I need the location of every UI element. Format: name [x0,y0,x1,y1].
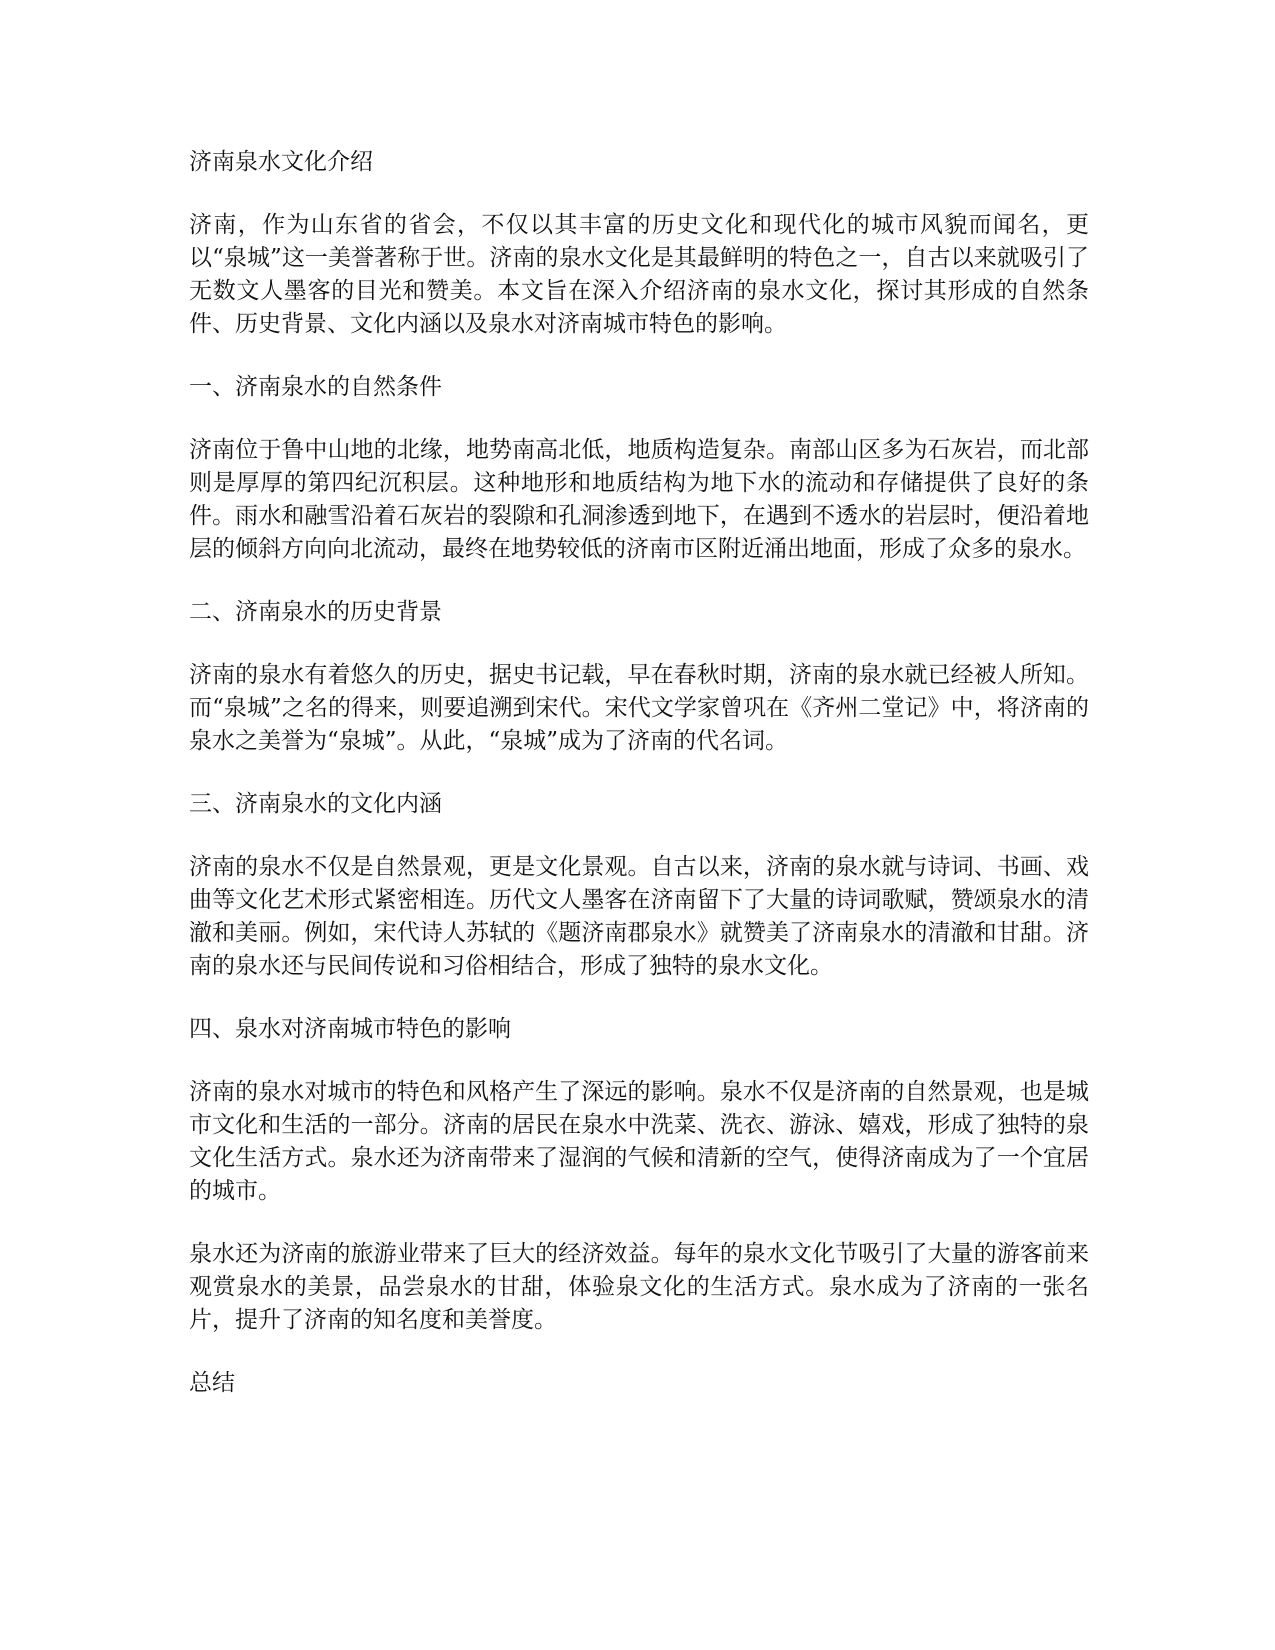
section-3-heading: 三、济南泉水的文化内涵 [189,791,442,817]
section-1-paragraph: 济南位于鲁中山地的北缘，地势南高北低，地质构造复杂。南部山区多为石灰岩，而北部则是厚厚的第四纪沉积层。这种地形和地质结构为地下水的流动和存储提供了良好的条件。雨水和融雪沿着石灰岩的裂隙和孔洞渗透到地下，在遇到不透水的岩层时，便沿着地层的倾斜方向向北流动，最终在地势较低的济南市区附近涌出地面，形成了众多的泉水。 [189,437,1089,562]
section-4-heading: 四、泉水对济南城市特色的影响 [189,1016,511,1042]
document-title: 济南泉水文化介绍 [189,149,373,175]
section-4-paragraph-2: 泉水还为济南的旅游业带来了巨大的经济效益。每年的泉水文化节吸引了大量的游客前来观赏泉水的美景，品尝泉水的甘甜，体验泉文化的生活方式。泉水成为了济南的一张名片，提升了济南的知名度和美誉度。 [189,1241,1089,1333]
section-2-paragraph: 济南的泉水有着悠久的历史，据史书记载，早在春秋时期，济南的泉水就已经被人所知。而“泉城”之名的得来，则要追溯到宋代。宋代文学家曾巩在《齐州二堂记》中，将济南的泉水之美誉为“泉城”。从此，“泉城”成为了济南的代名词。 [189,662,1089,754]
section-3-paragraph: 济南的泉水不仅是自然景观，更是文化景观。自古以来，济南的泉水就与诗词、书画、戏曲等文化艺术形式紧密相连。历代文人墨客在济南留下了大量的诗词歌赋，赞颂泉水的清澈和美丽。例如，宋代诗人苏轼的《题济南郡泉水》就赞美了济南泉水的清澈和甘甜。济南的泉水还与民间传说和习俗相结合，形成了独特的泉水文化。 [189,854,1089,979]
section-1-heading: 一、济南泉水的自然条件 [189,374,442,400]
summary-heading: 总结 [189,1370,235,1396]
document-body [189,146,1089,1400]
section-4-paragraph-1: 济南的泉水对城市的特色和风格产生了深远的影响。泉水不仅是济南的自然景观，也是城市文化和生活的一部分。济南的居民在泉水中洗菜、洗衣、游泳、嬉戏，形成了独特的泉文化生活方式。泉水还为济南带来了湿润的气候和清新的空气，使得济南成为了一个宜居的城市。 [189,1079,1089,1204]
section-2-heading: 二、济南泉水的历史背景 [189,599,442,625]
intro-paragraph: 济南，作为山东省的省会，不仅以其丰富的历史文化和现代化的城市风貌而闻名，更以“泉城”这一美誉著称于世。济南的泉水文化是其最鲜明的特色之一，自古以来就吸引了无数文人墨客的目光和赞美。本文旨在深入介绍济南的泉水文化，探讨其形成的自然条件、历史背景、文化内涵以及泉水对济南城市特色的影响。 [189,212,1089,337]
